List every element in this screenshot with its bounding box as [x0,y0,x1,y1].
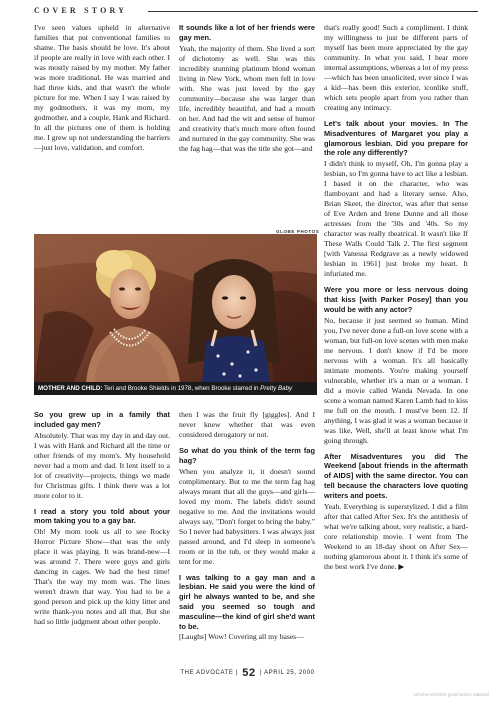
question: I read a story you told about your mom taking you to a gay bar. [34,506,170,526]
photo-credit: GLOBE PHOTOS [276,229,320,234]
column-2-top [179,23,315,154]
answer: that's really good! Such a compliment. I think my willingness to just be different parts of myself has been more appreciated by the gay community. In what you said, I hear more internal assumptions, whereas a lot of my press—which has been unsolicited, ever since I was a kid—has been this exterior, iconlike stuff, which sets people apart from you rather than creating any intimacy. [324,23,468,112]
answer: [Laughs] Wow! Covering all my bases— [179,632,304,642]
publication-name: THE ADVOCATE [180,670,234,676]
caption-lead: MOTHER AND CHILD: [38,385,103,392]
question: It sounds like a lot of her friends were gay men. [179,23,315,42]
answer: I didn't think to myself, Oh, I'm gonna play a lesbian, so I'm gonna have to act like a lesbian. I based it on the character, who was flamboyant and had a literary sense. Also, Brian Skeet, the director, was after that sense of Eve Arden and Irene Dunne and all those actresses from the '30s and '40s. So my character was really theatrical. It wasn't like If These Walls Could Talk 2. The first segment [with Vanessa Redgrave as a newly widowed lesbian in 1961] just broke my heart. It infuriated me. [324,159,468,279]
question: After Misadventures you did The Weekend [about friends in the aftermath of AIDS] with the same director. You can tell because the characters love quoting writers and poets. [324,451,468,500]
footer-divider: | [259,670,263,676]
kicker-rule [148,11,478,12]
column-2-bottom [179,410,315,642]
question: I was talking to a gay man and a lesbian. He said you were the kind of girl he always wanted to be, and she said you seemed so tough and masculine—the kind of girl she'd want to be. [179,572,315,631]
column-1-bottom [34,410,170,627]
answer: then I was the fruit fly [giggles]. And I never knew whether that was even considered derogatory or not. [179,410,315,439]
caption-title: Pretty Baby [260,385,293,392]
footer-divider: | [235,670,238,676]
answer: No, because it just seemed so human. Mind you, I've never done a full-on love scene with a woman, but full-on love scenes with men make me nervous. I don't know if I'd be more nervous with a woman. It's all basically intimate moments. You're making yourself vulnerable, whether it's a man or a woman. I did a movie called Wanda Nevada. In one scene a woman named Karen Lamb had to kiss me full on the mouth. I must've been 12. If anything, I was glad it was a woman because it was like, Well, she'll at least know what I'm going through. [324,315,468,445]
column-1-top [34,23,170,153]
answer: Yeah. Everything is superstylized. I did a film after that called After Sex. It's the antithesis of what we're talking about, very realistic, a hard-core relationship movie. I went from The Weekend to an 18-day shoot on After Sex—nothing glamorous about it. I think it's some of the best work I've done. ▶ [324,501,468,571]
question: So what do you think of the term fag hag? [179,446,315,465]
question: Let's talk about your movies. In The Misadventures of Margaret you play a glamorous lesbian. Did you prepare for the role any differently? [324,119,468,158]
paragraph: I've seen values upheld in alternative families that put conventional families to shame. The basis should be love. It's about if people are really in love with each other. I was mostly raised by my mother. My father was more traditional. He was married and had three kids, and that wasn't the whole picture for me. When I say I was raised by my godmothers, it was my mom, my godmother, and a couple, Hank and Richard. In all the pictures one of them is holding me. I grew up not understanding the barriers—just love, validation, and comfort. [34,23,170,152]
page-footer [0,667,495,679]
answer: Absolutely. That was my day in and day out. I was with Hank and Richard all the time or other friends of my mom's. My household never had a mom and dad. It lent itself to a lot of creativity—projects, things we made for Christmas gifts. I think there was a lot more color to it. [34,430,170,500]
answer: When you analyze it, it doesn't sound complimentary. But to me the term fag hag always meant that all the guys—and girls—loved my mom. The labels didn't sound negative to me. And the invitations would always say, "Don't forget to bring the baby." So I never had babysitters. I was always just passed around, and I'd sleep in someone's room or in the tub, or they would make a tent for me. [179,466,315,566]
photo-illustration [34,234,317,382]
question: So you grew up in a family that included gay men? [34,410,170,429]
section-kicker: COVER STORY [34,6,128,15]
copyright-watermark: Urheberrechtlich geschütztes Material [413,692,489,697]
answer: Yeah, the majority of them. She lived a sort of dichotomy as well. She was this incredibly stunning platinum blond woman living in New York, whom men fell in love with. She was just loved by the gay community—because she was larger than life, incredibly beautiful, and had a mouth on her. And had the wit and sense of humor and creativity that's much more often found and nurtured in the gay community. She was the fag hag—that was the title she got—and [179,43,315,153]
page-number: 52 [242,667,256,679]
issue-date: APRIL 25, 2000 [264,670,315,676]
caption-text: Teri and Brooke Shields in 1978, when Brooke starred in [102,385,261,392]
photo-mother-and-child [34,234,317,382]
answer: Oh! My mom took us all to see Rocky Horror Picture Show—that was the only place it was playing. It was brand-new—I was around 7. There were guys and girls dancing in cages. We had the best time! That's the way my mom was. The lines weren't drawn that way. You had to be a good person and pick up the kitty litter and write thank-you notes and all that. But she had so little judgment about other people. [34,527,170,627]
column-3 [324,23,468,572]
photo-caption [34,382,317,395]
question: Were you more or less nervous doing that kiss [with Parker Posey] than you would be with any actor? [324,285,468,314]
